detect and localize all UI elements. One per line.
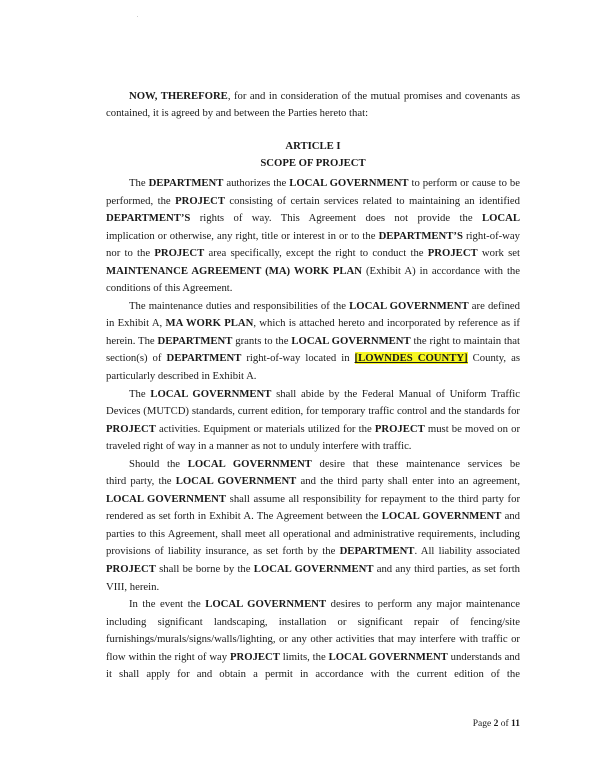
intro-paragraph	[106, 88, 520, 122]
bold-term: LOCAL GOVERNMENT	[253, 563, 374, 576]
text-run: limits, the	[279, 650, 329, 663]
text-run: traveled right of way in a manner as not to unduly interfere with traffic.	[106, 440, 412, 453]
bold-term: LOCAL GOVERNMENT	[187, 457, 312, 470]
text-run: the right to maintain that	[413, 334, 520, 347]
text-run: Should the	[129, 457, 188, 470]
current-page: 2	[493, 719, 499, 729]
text-line	[106, 438, 520, 456]
text-run: desires to perform any major maintenance	[330, 598, 520, 611]
text-line	[106, 579, 520, 597]
paragraph	[106, 596, 520, 684]
text-run: furnishings/murals/signs/walls/lighting, or any other activities that may interfere with traffic or	[106, 633, 520, 646]
text-line	[106, 245, 520, 263]
bold-term: LOCAL GOVERNMENT	[381, 510, 502, 523]
text-run: section(s) of	[106, 352, 167, 365]
bold-term: LOCAL GOVERNMENT	[205, 598, 327, 611]
text-line	[106, 526, 520, 544]
text-line	[106, 210, 520, 228]
text-run: right-of-way located in	[241, 352, 355, 365]
text-line	[106, 561, 520, 579]
text-line	[106, 350, 520, 368]
paragraph	[106, 456, 520, 596]
bold-term: PROJECT	[106, 422, 156, 435]
text-line	[106, 631, 520, 649]
text-line	[106, 333, 520, 351]
text-run: understands and	[450, 650, 520, 663]
text-run: County, as	[472, 352, 520, 365]
text-line	[106, 298, 520, 316]
text-line	[106, 280, 520, 298]
text-line	[106, 473, 520, 491]
article-title: SCOPE OF PROJECT	[260, 157, 366, 169]
text-line	[106, 649, 520, 667]
text-line	[106, 263, 520, 281]
text-line	[106, 543, 520, 561]
text-line	[106, 105, 520, 122]
bold-term: PROJECT	[374, 422, 425, 435]
text-run: nor to the	[106, 247, 155, 260]
text-run: , which is attached hereto and incorporated by reference as if	[253, 317, 520, 330]
text-run: including significant landscaping, installation or significant repair of fencing/site	[106, 615, 520, 628]
bold-term: PROJECT	[175, 194, 225, 207]
text-run: third party, the	[106, 475, 176, 488]
bold-term: LOCAL GOVERNMENT	[328, 650, 448, 663]
text-line	[106, 403, 520, 421]
text-run: provisions of liability insurance, as set forth by the	[106, 545, 340, 558]
text-run: authorizes the	[223, 177, 290, 189]
text-line	[106, 596, 520, 614]
bold-term: NOW, THEREFORE	[129, 90, 228, 102]
of-label: of	[498, 719, 512, 729]
bold-term: LOCAL GOVERNMENT	[289, 177, 409, 189]
text-line	[106, 614, 520, 632]
text-run: The maintenance duties and responsibilities of the	[129, 299, 350, 312]
text-run: VIII, herein.	[106, 580, 160, 593]
bold-term: DEPARTMENT	[148, 177, 224, 189]
text-run: rights of way. This Agreement does not provide the	[190, 212, 482, 225]
paragraph	[106, 175, 520, 298]
text-run: and any third parties, as set forth	[376, 563, 520, 576]
text-run: right-of-way	[465, 229, 520, 242]
bold-term: PROJECT	[154, 247, 205, 260]
text-run: , for and in consideration of the mutual promises and covenants as	[227, 90, 520, 102]
text-line	[106, 193, 520, 211]
text-run: flow within the right of way	[106, 650, 231, 663]
text-line	[106, 491, 520, 509]
text-run: contained, it is agreed by and between the Parties hereto that:	[106, 107, 369, 119]
bold-term: DEPARTMENT	[157, 334, 233, 347]
text-run: The	[129, 177, 149, 189]
text-run: The	[129, 387, 151, 400]
bold-term: DEPARTMENT’S	[106, 212, 191, 225]
bold-term: LOCAL GOVERNMENT	[175, 475, 297, 488]
bold-term: PROJECT	[106, 563, 156, 576]
highlighted-placeholder: [LOWNDES COUNTY]	[354, 352, 468, 365]
text-line	[106, 666, 520, 684]
scan-speck	[137, 16, 138, 17]
bold-term: PROJECT	[427, 247, 478, 260]
paragraph	[106, 298, 520, 386]
text-run: area specifically, except the right to conduct the	[204, 247, 428, 260]
bold-term: LOCAL GOVERNMENT	[106, 492, 227, 505]
text-run: performed, the	[106, 194, 176, 207]
text-run: herein. The	[106, 334, 158, 347]
text-line	[106, 315, 520, 333]
article-number: ARTICLE I	[285, 140, 341, 152]
text-run: rendered as set forth in Exhibit A. The Agreement between the	[106, 510, 382, 523]
text-run: (Exhibit A) in accordance with the	[365, 264, 520, 277]
text-run: conditions of this Agreement.	[106, 282, 233, 295]
page-number	[473, 719, 520, 729]
text-line	[106, 386, 520, 404]
bold-term: PROJECT	[230, 650, 280, 663]
bold-term: LOCAL	[481, 212, 520, 225]
text-run: desire that these maintenance services be	[319, 457, 520, 470]
text-run: in Exhibit A,	[106, 317, 166, 330]
bold-term: MA WORK PLAN	[165, 317, 254, 330]
text-run: work set	[481, 247, 520, 260]
text-line	[106, 228, 520, 246]
text-line	[106, 508, 520, 526]
bold-term: MAINTENANCE AGREEMENT (MA) WORK PLAN	[106, 264, 362, 277]
text-run: and	[504, 510, 520, 523]
paragraph	[106, 386, 520, 456]
article-body	[106, 175, 520, 684]
text-run: activities. Equipment or materials utilized for the	[155, 422, 375, 435]
text-run: shall assume all responsibility for repayment to the third party for	[229, 492, 520, 505]
text-run: shall abide by the Federal Manual of Uniform Traffic	[276, 387, 520, 400]
text-line	[106, 368, 520, 386]
text-run: implication or otherwise, any right, title or interest in or to the	[106, 229, 379, 242]
total-pages: 11	[511, 719, 520, 729]
text-line	[106, 456, 520, 474]
bold-term: DEPARTMENT’S	[378, 229, 463, 242]
text-run: grants to the	[232, 334, 292, 347]
text-line	[106, 421, 520, 439]
text-run: . All liability associated	[414, 545, 520, 558]
bold-term: LOCAL GOVERNMENT	[150, 387, 272, 400]
text-run: In the event the	[129, 598, 206, 611]
bold-term: DEPARTMENT	[166, 352, 242, 365]
text-run: Devices (MUTCD) standards, current edition, for temporary traffic control and the standards for	[106, 405, 520, 418]
bold-term: DEPARTMENT	[339, 545, 415, 558]
bold-term: LOCAL GOVERNMENT	[349, 299, 469, 312]
text-run: parties to this Agreement, shall meet all operational and administrative requirements, including	[106, 527, 520, 540]
text-run: are defined	[471, 299, 520, 312]
text-run: and the third party shall enter into an agreement,	[300, 475, 520, 488]
page-label: Page	[472, 719, 494, 729]
text-run: it shall apply for and obtain a permit in accordance with the current edition of the	[106, 668, 520, 681]
bold-term: LOCAL GOVERNMENT	[291, 334, 411, 347]
text-run: must be moved on or	[427, 422, 520, 435]
text-run: shall be borne by the	[155, 563, 254, 576]
text-run: consisting of certain services related to maintaining an identified	[229, 194, 520, 207]
text-run: to perform or cause to be	[408, 177, 520, 189]
text-run: particularly described in Exhibit A.	[106, 370, 257, 383]
text-line	[106, 88, 520, 105]
text-line	[106, 175, 520, 193]
